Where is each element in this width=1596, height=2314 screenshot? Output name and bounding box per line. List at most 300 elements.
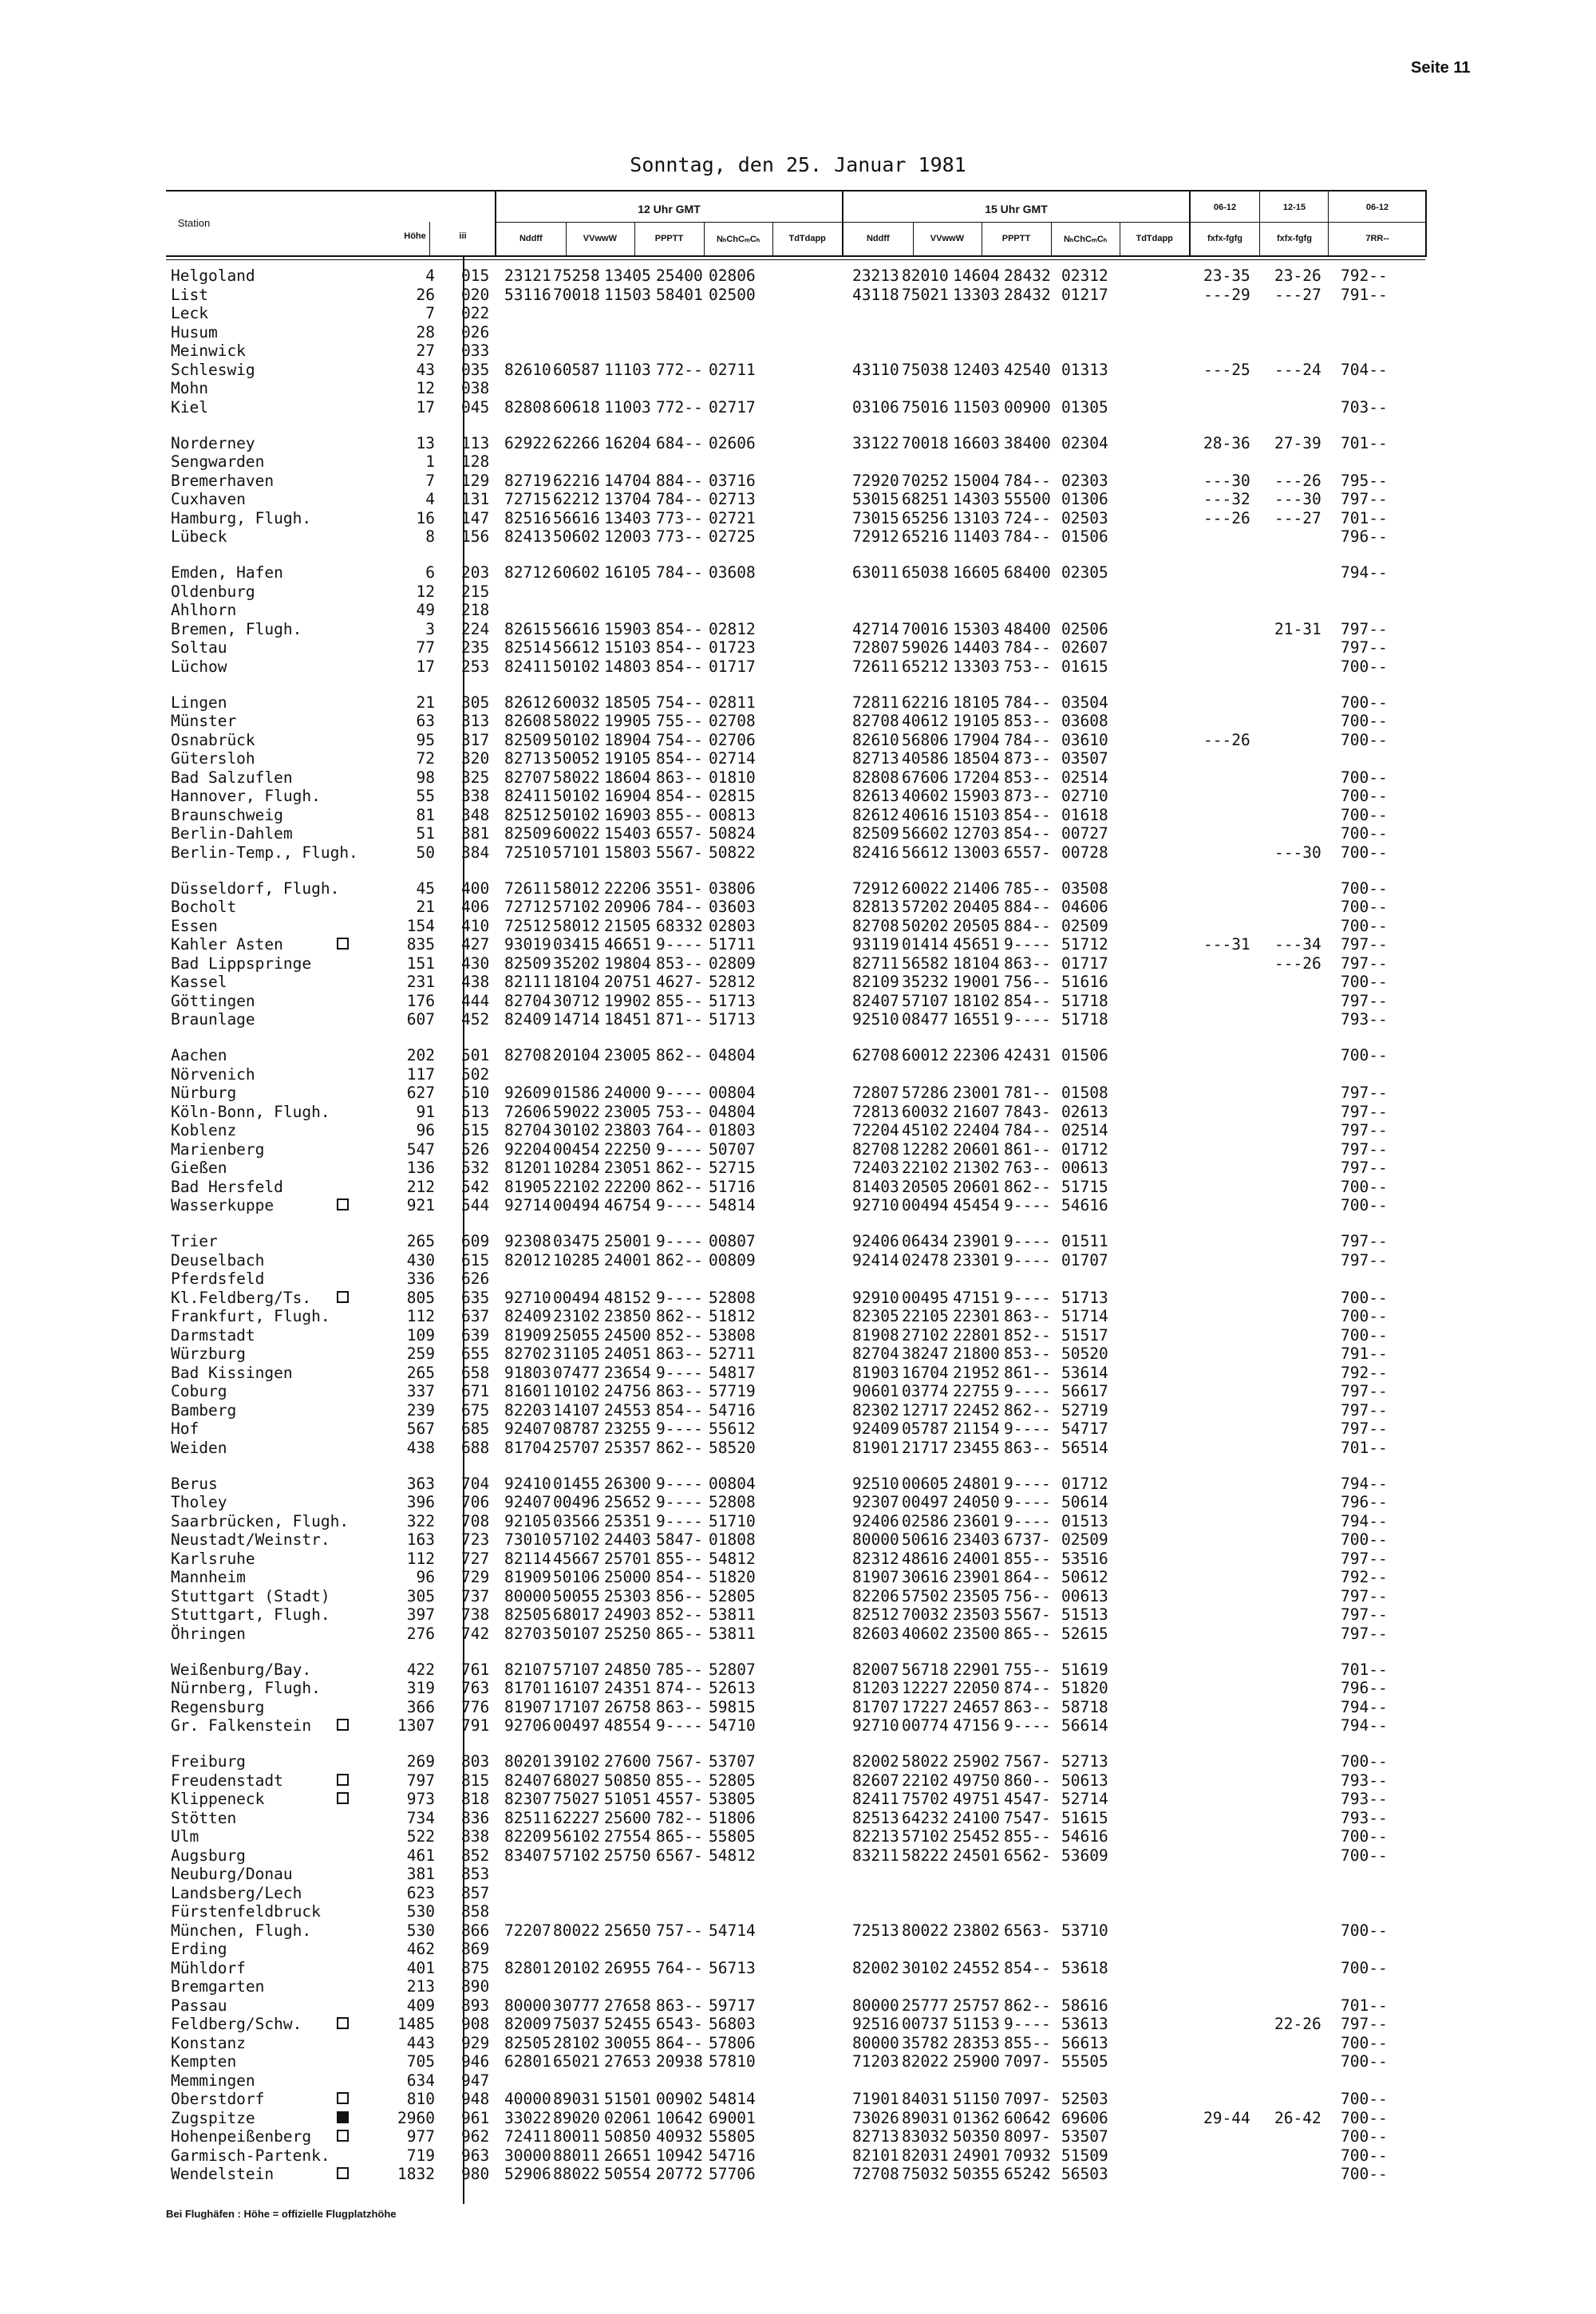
obs-12-col-4: 20938 — [656, 2052, 703, 2071]
obs-12-col-4: 855-- — [656, 991, 703, 1010]
obs-12-col-1: 82111 — [504, 973, 551, 991]
obs-12-col-3: 50850 — [604, 2127, 651, 2146]
obs-12-col-5: 01717 — [709, 657, 756, 676]
station-name: Regensburg — [171, 1697, 265, 1716]
obs-15-col-5: 02514 — [1061, 768, 1108, 787]
obs-15-col-2: 05787 — [902, 1420, 949, 1438]
obs-15-col-5: 53710 — [1061, 1921, 1108, 1940]
station-id: 685 — [461, 1420, 490, 1438]
obs-12-col-5: 54716 — [709, 2146, 756, 2165]
table-row — [0, 1790, 1596, 1809]
obs-15-col-4: 863-- — [1004, 1697, 1051, 1716]
obs-12-col-2: 50102 — [553, 657, 600, 676]
obs-15-col-5: 01618 — [1061, 805, 1108, 824]
station-height: 319 — [406, 1679, 435, 1697]
extra-col-3: 700-- — [1341, 730, 1388, 749]
obs-15-col-1: 82708 — [852, 1139, 899, 1159]
extra-col-3: 700-- — [1341, 1752, 1388, 1771]
obs-15-col-4: 863-- — [1004, 1307, 1051, 1325]
obs-12-col-2: 60032 — [553, 693, 600, 712]
station-id: 035 — [461, 360, 490, 379]
obs-15-col-2: 70032 — [902, 1605, 949, 1624]
obs-15-col-3: 21800 — [953, 1345, 1000, 1363]
obs-12-col-3: 19902 — [604, 991, 651, 1010]
obs-15-col-5: 03504 — [1061, 693, 1108, 712]
station-height: 212 — [406, 1177, 435, 1196]
table-row — [0, 398, 1596, 417]
obs-12-col-2: 00497 — [553, 1716, 600, 1735]
table-row — [0, 1420, 1596, 1439]
obs-12-col-2: 57102 — [553, 1530, 600, 1549]
station-id: 869 — [461, 1940, 490, 1958]
obs-15-col-5: 01305 — [1061, 397, 1108, 417]
table-row — [0, 2052, 1596, 2071]
obs-12-col-2: 01586 — [553, 1084, 600, 1102]
obs-12-col-3: 27653 — [604, 2052, 651, 2071]
obs-15-col-5: 03608 — [1061, 712, 1108, 730]
extra-col-3: 797-- — [1341, 954, 1388, 973]
obs-15-col-2: 58222 — [902, 1846, 949, 1865]
obs-15-col-3: 51153 — [953, 2015, 1000, 2033]
obs-12-col-5: 00813 — [709, 805, 756, 824]
obs-15-col-4: 6563- — [1004, 1921, 1051, 1940]
obs-12-col-2: 03475 — [553, 1232, 600, 1250]
obs-15-col-3: 15903 — [953, 787, 1000, 805]
obs-15-col-2: 70018 — [902, 433, 949, 452]
obs-12-col-1: 82608 — [504, 712, 551, 730]
station-height: 396 — [406, 1493, 435, 1511]
obs-15-col-4: 784-- — [1004, 471, 1051, 490]
obs-15-col-2: 80022 — [902, 1921, 949, 1940]
obs-12-col-4: 773-- — [656, 527, 703, 546]
station-id: 737 — [461, 1586, 490, 1605]
obs-12-col-1: 92407 — [504, 1493, 551, 1511]
obs-15-col-5: 02312 — [1061, 267, 1108, 285]
table-row — [0, 472, 1596, 491]
table-row — [0, 379, 1596, 398]
obs-12-col-2: 50052 — [553, 749, 600, 768]
obs-15-col-3: 16603 — [953, 433, 1000, 452]
station-name: Bad Salzuflen — [171, 768, 293, 787]
extra-col-3: 701-- — [1341, 433, 1388, 452]
obs-15-col-5: 01506 — [1061, 1046, 1108, 1064]
station-name: Passau — [171, 1996, 227, 2015]
extra-col-3: 700-- — [1341, 2090, 1388, 2108]
station-name: Lübeck — [171, 527, 227, 546]
station-id: 038 — [461, 379, 490, 397]
obs-12-col-1: 52906 — [504, 2165, 551, 2183]
obs-15-col-3: 18105 — [953, 693, 1000, 712]
obs-12-col-1: 82411 — [504, 657, 551, 676]
obs-15-col-1: 72920 — [852, 471, 899, 490]
obs-15-col-5: 52615 — [1061, 1624, 1108, 1643]
obs-12-col-2: 57102 — [553, 898, 600, 916]
station-id: 893 — [461, 1996, 490, 2015]
obs-15-col-1: 72708 — [852, 2165, 899, 2183]
obs-15-col-2: 38247 — [902, 1345, 949, 1363]
obs-15-col-4: 7547- — [1004, 1808, 1051, 1827]
station-id: 803 — [461, 1752, 490, 1771]
table-row — [0, 1307, 1596, 1326]
station-height: 305 — [406, 1586, 435, 1605]
table-row — [0, 731, 1596, 750]
obs-12-col-1: 82505 — [504, 2033, 551, 2052]
extra-col-2: ---24 — [1274, 360, 1321, 379]
station-id: 501 — [461, 1046, 490, 1064]
station-height: 26 — [416, 285, 435, 304]
page-number: Seite 11 — [1411, 59, 1471, 77]
obs-15-col-5: 02514 — [1061, 1121, 1108, 1139]
obs-12-col-3: 16105 — [604, 563, 651, 582]
obs-15-col-2: 00495 — [902, 1288, 949, 1307]
station-name: Freudenstadt — [171, 1771, 283, 1790]
obs-15-col-1: 72403 — [852, 1159, 899, 1177]
obs-15-col-5: 69606 — [1061, 2108, 1108, 2127]
station-height: 6 — [425, 563, 435, 582]
table-row — [0, 1902, 1596, 1921]
obs-15-col-1: 92307 — [852, 1493, 899, 1511]
obs-12-col-5: 52805 — [709, 1586, 756, 1605]
station-name: Essen — [171, 916, 218, 935]
obs-12-col-1: 92308 — [504, 1232, 551, 1250]
obs-12-col-5: 02500 — [709, 285, 756, 304]
obs-15-col-3: 13103 — [953, 508, 1000, 527]
obs-15-col-4: 7567- — [1004, 1752, 1051, 1771]
table-row — [0, 954, 1596, 973]
obs-12-col-2: 75258 — [553, 267, 600, 285]
extra-col-2: 26-42 — [1274, 2108, 1321, 2127]
table-row — [0, 323, 1596, 342]
obs-12-col-3: 18505 — [604, 693, 651, 712]
station-id: 381 — [461, 824, 490, 843]
obs-15-col-1: 72204 — [852, 1121, 899, 1139]
obs-12-col-2: 65021 — [553, 2052, 600, 2071]
obs-15-col-1: 81907 — [852, 1568, 899, 1586]
table-row — [0, 1010, 1596, 1029]
station-id: 156 — [461, 527, 490, 546]
obs-15-col-3: 25757 — [953, 1996, 1000, 2015]
station-name: Hannover, Flugh. — [171, 787, 321, 805]
station-id: 235 — [461, 638, 490, 657]
extra-col-3: 700-- — [1341, 1958, 1388, 1977]
obs-12-col-2: 30102 — [553, 1121, 600, 1139]
station-name: Nürburg — [171, 1084, 237, 1102]
obs-12-col-4: 10642 — [656, 2108, 703, 2127]
station-name: Lüchow — [171, 657, 227, 676]
table-row — [0, 342, 1596, 361]
station-height: 810 — [406, 2090, 435, 2108]
station-name: Sengwarden — [171, 452, 265, 471]
obs-15-col-5: 02710 — [1061, 787, 1108, 805]
table-row — [0, 806, 1596, 825]
table-row — [0, 563, 1596, 582]
station-id: 836 — [461, 1808, 490, 1827]
obs-12-col-5: 02714 — [709, 749, 756, 768]
obs-15-col-1: 72811 — [852, 693, 899, 712]
obs-15-col-1: 82213 — [852, 1827, 899, 1846]
obs-12-col-2: 56616 — [553, 508, 600, 527]
obs-12-col-1: 92710 — [504, 1288, 551, 1307]
station-height: 719 — [406, 2146, 435, 2165]
obs-15-col-4: 48400 — [1004, 619, 1051, 638]
table-row — [0, 1046, 1596, 1065]
obs-15-col-1: 93119 — [852, 935, 899, 954]
station-id: 253 — [461, 657, 490, 676]
obs-15-col-5: 56614 — [1061, 1716, 1108, 1735]
obs-12-col-1: 82114 — [504, 1549, 551, 1568]
station-height: 51 — [416, 824, 435, 843]
station-name: Lingen — [171, 693, 227, 712]
station-id: 502 — [461, 1064, 490, 1084]
station-id: 635 — [461, 1288, 490, 1307]
extra-col-3: 792-- — [1341, 267, 1388, 285]
obs-12-col-2: 00496 — [553, 1493, 600, 1511]
obs-12-col-5: 01808 — [709, 1530, 756, 1549]
obs-15-col-4: 7097- — [1004, 2052, 1051, 2071]
station-id: 020 — [461, 285, 490, 304]
extra-col-3: 796-- — [1341, 1493, 1388, 1511]
station-name: Hamburg, Flugh. — [171, 508, 312, 527]
extra-col-2: 23-26 — [1274, 267, 1321, 285]
extra-col-3: 700-- — [1341, 973, 1388, 991]
station-name: Marienberg — [171, 1139, 265, 1159]
station-height: 77 — [416, 638, 435, 657]
station-name: Münster — [171, 712, 237, 730]
station-height: 12 — [416, 582, 435, 601]
obs-15-col-4: 756-- — [1004, 1586, 1051, 1605]
table-row — [0, 304, 1596, 323]
table-row — [0, 2146, 1596, 2166]
station-id: 510 — [461, 1084, 490, 1102]
obs-15-col-1: 82512 — [852, 1605, 899, 1624]
extra-col-3: 700-- — [1341, 1921, 1388, 1940]
obs-12-col-3: 18451 — [604, 1010, 651, 1029]
obs-15-col-5: 01217 — [1061, 285, 1108, 304]
table-row — [0, 1289, 1596, 1308]
extra-col-3: 797-- — [1341, 1586, 1388, 1605]
obs-15-col-1: 92409 — [852, 1420, 899, 1438]
mountain-station-marker-icon — [337, 938, 349, 950]
obs-12-col-5: 53811 — [709, 1624, 756, 1643]
obs-15-col-4: 6557- — [1004, 843, 1051, 862]
obs-15-col-3: 22301 — [953, 1307, 1000, 1325]
table-row — [0, 1698, 1596, 1717]
obs-15-col-3: 15103 — [953, 805, 1000, 824]
station-height: 265 — [406, 1232, 435, 1250]
obs-15-col-3: 17204 — [953, 768, 1000, 787]
obs-12-col-3: 16903 — [604, 805, 651, 824]
obs-15-col-1: 83211 — [852, 1846, 899, 1865]
obs-15-col-3: 12703 — [953, 824, 1000, 843]
obs-12-col-5: 54814 — [709, 2090, 756, 2108]
table-row — [0, 1660, 1596, 1680]
station-id: 147 — [461, 508, 490, 527]
obs-12-col-1: 82203 — [504, 1400, 551, 1420]
obs-12-col-3: 26758 — [604, 1697, 651, 1716]
obs-15-col-2: 21717 — [902, 1438, 949, 1457]
station-name: Braunschweig — [171, 805, 283, 824]
station-name: Braunlage — [171, 1010, 255, 1029]
obs-12-col-2: 50102 — [553, 805, 600, 824]
obs-15-col-5: 54616 — [1061, 1827, 1108, 1846]
obs-15-col-4: 756-- — [1004, 973, 1051, 991]
obs-12-col-1: 82512 — [504, 805, 551, 824]
obs-12-col-5: 03716 — [709, 471, 756, 490]
obs-12-col-2: 50102 — [553, 730, 600, 749]
obs-12-col-4: 772-- — [656, 360, 703, 379]
obs-15-col-5: 51718 — [1061, 991, 1108, 1010]
obs-12-col-2: 01455 — [553, 1474, 600, 1493]
obs-15-col-2: 12227 — [902, 1679, 949, 1697]
obs-15-col-5: 51718 — [1061, 1010, 1108, 1029]
obs-12-col-4: 862-- — [656, 1159, 703, 1177]
page-title: Sonntag, den 25. Januar 1981 — [630, 153, 966, 176]
obs-15-col-1: 92510 — [852, 1474, 899, 1493]
obs-12-col-1: 93019 — [504, 935, 551, 954]
extra-col-3: 700-- — [1341, 879, 1388, 898]
extra-col-3: 700-- — [1341, 657, 1388, 676]
obs-12-col-5: 02708 — [709, 712, 756, 730]
obs-15-col-5: 00613 — [1061, 1159, 1108, 1177]
station-name: Oldenburg — [171, 582, 255, 601]
station-id: 858 — [461, 1902, 490, 1921]
obs-15-col-1: 82411 — [852, 1790, 899, 1808]
station-name: Gießen — [171, 1159, 227, 1177]
station-id: 671 — [461, 1382, 490, 1400]
obs-12-col-2: 00454 — [553, 1139, 600, 1159]
obs-12-col-2: 60587 — [553, 360, 600, 379]
obs-15-col-1: 82704 — [852, 1345, 899, 1363]
obs-15-col-3: 22404 — [953, 1121, 1000, 1139]
obs-12-col-4: 854-- — [656, 657, 703, 676]
extra-col-3: 700-- — [1341, 2165, 1388, 2183]
station-id: 452 — [461, 1010, 490, 1029]
obs-12-col-1: 81601 — [504, 1382, 551, 1400]
obs-12-col-4: 863-- — [656, 768, 703, 787]
station-height: 28 — [416, 322, 435, 342]
table-row — [0, 879, 1596, 898]
obs-12-col-2: 16107 — [553, 1679, 600, 1697]
obs-15-col-5: 53618 — [1061, 1958, 1108, 1977]
obs-15-col-2: 60022 — [902, 879, 949, 898]
obs-12-col-1: 82713 — [504, 749, 551, 768]
obs-12-col-1: 80000 — [504, 1996, 551, 2015]
station-id: 026 — [461, 322, 490, 342]
station-height: 55 — [416, 787, 435, 805]
obs-12-col-1: 82708 — [504, 1046, 551, 1064]
obs-15-col-4: 6737- — [1004, 1530, 1051, 1549]
station-height: 337 — [406, 1382, 435, 1400]
station-height: 43 — [416, 360, 435, 379]
obs-15-col-1: 72807 — [852, 1084, 899, 1102]
station-height: 213 — [406, 1977, 435, 1996]
obs-15-col-5: 02305 — [1061, 563, 1108, 582]
station-height: 734 — [406, 1808, 435, 1827]
obs-15-col-4: 38400 — [1004, 433, 1051, 452]
extra-col-3: 797-- — [1341, 1420, 1388, 1438]
obs-15-col-3: 22050 — [953, 1679, 1000, 1697]
obs-15-col-2: 17227 — [902, 1697, 949, 1716]
obs-12-col-4: 854-- — [656, 638, 703, 657]
obs-15-col-2: 57107 — [902, 991, 949, 1010]
station-name: Kiel — [171, 397, 208, 417]
obs-12-col-2: 58012 — [553, 916, 600, 935]
obs-12-col-2: 00494 — [553, 1288, 600, 1307]
obs-12-col-5: 57806 — [709, 2033, 756, 2052]
obs-15-col-4: 784-- — [1004, 527, 1051, 546]
station-name: Neuburg/Donau — [171, 1865, 293, 1883]
extra-col-1: ---32 — [1203, 490, 1250, 508]
obs-12-col-1: 92609 — [504, 1084, 551, 1102]
obs-15-col-4: 860-- — [1004, 1771, 1051, 1790]
obs-12-col-5: 57810 — [709, 2052, 756, 2071]
obs-12-col-4: 852-- — [656, 1605, 703, 1624]
extra-col-3: 797-- — [1341, 1139, 1388, 1159]
obs-15-col-2: 62216 — [902, 693, 949, 712]
obs-15-col-4: 28432 — [1004, 285, 1051, 304]
station-height: 623 — [406, 1883, 435, 1902]
header-col-12-2: PPPTT — [654, 234, 684, 243]
obs-12-col-2: 22102 — [553, 1177, 600, 1196]
obs-15-col-1: 92710 — [852, 1716, 899, 1735]
obs-12-col-2: 10284 — [553, 1159, 600, 1177]
obs-15-col-4: 873-- — [1004, 749, 1051, 768]
extra-col-3: 797-- — [1341, 1250, 1388, 1270]
obs-12-col-5: 52808 — [709, 1493, 756, 1511]
obs-15-col-5: 53614 — [1061, 1363, 1108, 1382]
station-height: 72 — [416, 749, 435, 768]
obs-12-col-2: 18104 — [553, 973, 600, 991]
station-height: 98 — [416, 768, 435, 787]
obs-15-col-1: 72513 — [852, 1921, 899, 1940]
obs-15-col-2: 01414 — [902, 935, 949, 954]
station-height: 322 — [406, 1511, 435, 1530]
station-height: 112 — [406, 1549, 435, 1568]
obs-12-col-1: 30000 — [504, 2146, 551, 2165]
obs-15-col-3: 22755 — [953, 1382, 1000, 1400]
obs-12-col-3: 24553 — [604, 1400, 651, 1420]
obs-12-col-1: 82409 — [504, 1010, 551, 1029]
table-row — [0, 1752, 1596, 1771]
station-name: Cuxhaven — [171, 490, 246, 508]
obs-12-col-4: 4627- — [656, 973, 703, 991]
obs-12-col-1: 82209 — [504, 1827, 551, 1846]
obs-12-col-4: 9---- — [656, 1716, 703, 1735]
obs-15-col-4: 28432 — [1004, 267, 1051, 285]
extra-col-3: 794-- — [1341, 1474, 1388, 1493]
obs-12-col-3: 51501 — [604, 2090, 651, 2108]
obs-12-col-2: 89020 — [553, 2108, 600, 2127]
extra-col-3: 797-- — [1341, 1102, 1388, 1121]
obs-15-col-2: 22102 — [902, 1159, 949, 1177]
obs-12-col-2: 23102 — [553, 1307, 600, 1325]
obs-12-col-4: 855-- — [656, 805, 703, 824]
station-height: 381 — [406, 1865, 435, 1883]
obs-12-col-3: 30055 — [604, 2033, 651, 2052]
station-name: Mohn — [171, 379, 208, 397]
obs-15-col-4: 6562- — [1004, 1846, 1051, 1865]
obs-12-col-1: 92706 — [504, 1716, 551, 1735]
station-id: 857 — [461, 1883, 490, 1902]
obs-12-col-3: 18604 — [604, 768, 651, 787]
obs-15-col-2: 68251 — [902, 490, 949, 508]
table-row — [0, 1512, 1596, 1531]
obs-15-col-2: 00497 — [902, 1493, 949, 1511]
obs-12-col-4: 9---- — [656, 1139, 703, 1159]
obs-15-col-1: 82101 — [852, 2146, 899, 2165]
extra-col-3: 700-- — [1341, 916, 1388, 935]
station-id: 738 — [461, 1605, 490, 1624]
